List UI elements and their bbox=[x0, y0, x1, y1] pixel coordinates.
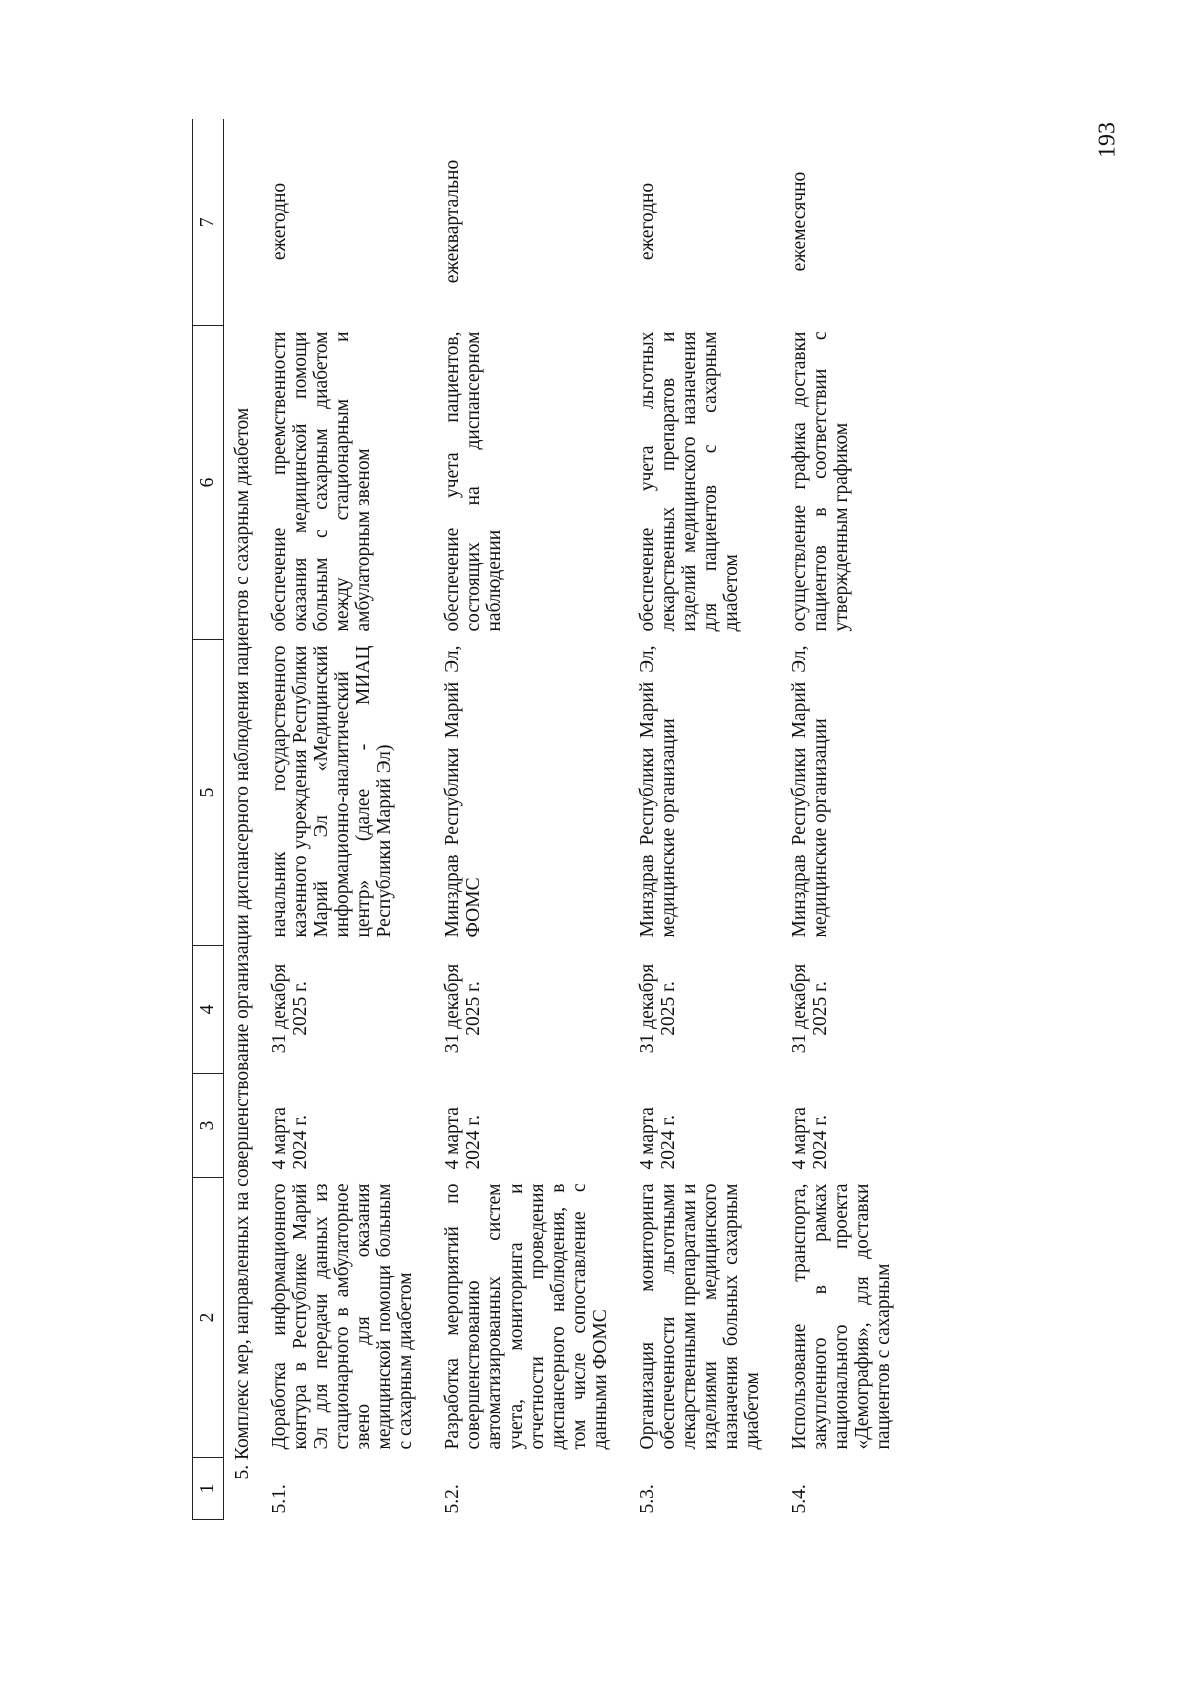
row-number: 5.2. bbox=[442, 1484, 464, 1514]
row-result: осуществление графика доставки пациентов в соответствии с утвержденным графиком bbox=[789, 331, 853, 632]
row-responsible: Минздрав Республики Марий Эл, медицинские организации bbox=[789, 645, 832, 938]
row-result: обеспечение преемственности оказания медицинской помощи больным с сахарным диабетом между стационарным и амбулаторным звеном bbox=[269, 331, 375, 632]
header-col-4: 4 bbox=[193, 946, 224, 1074]
row-start-date: 4 марта 2024 г. bbox=[789, 1107, 832, 1170]
row-number: 5.3. bbox=[636, 1484, 658, 1514]
row-start-date: 4 марта 2024 г. bbox=[442, 1107, 485, 1170]
row-start-date: 4 марта 2024 г. bbox=[636, 1107, 679, 1170]
row-frequency: ежегодно bbox=[269, 182, 291, 261]
row-responsible: начальник государственного казенного учреждения Республики Марий Эл «Медицинский информационно-аналитический центр» (далее - МИАЦ Республики Марий Эл) bbox=[269, 645, 396, 938]
row-number: 5.4. bbox=[789, 1484, 811, 1514]
page-number: 193 bbox=[1094, 122, 1121, 158]
header-col-3: 3 bbox=[193, 1074, 224, 1178]
row-frequency: ежеквартально bbox=[442, 159, 464, 284]
row-result: обеспечение учета пациентов, состоящих на диспансерном наблюдении bbox=[442, 331, 506, 632]
header-col-7: 7 bbox=[193, 120, 224, 326]
table-row bbox=[777, 120, 908, 1520]
header-col-6: 6 bbox=[193, 326, 224, 640]
row-result: обеспечение учета льготных лекарственных препаратов и изделий медицинского назначения для пациентов с сахарным диабетом bbox=[636, 331, 742, 632]
header-col-5: 5 bbox=[193, 640, 224, 946]
row-activity: Использование транспорта, закупленного в рамках национального проекта «Демография», для доставки пациентов с сахарным bbox=[789, 1183, 895, 1450]
header-col-2: 2 bbox=[193, 1178, 224, 1458]
row-end-date: 31 декабря 2025 г. bbox=[636, 963, 679, 1054]
section-row bbox=[224, 120, 258, 1520]
row-end-date: 31 декабря 2025 г. bbox=[269, 963, 312, 1054]
rotated-table-sheet bbox=[192, 120, 1072, 1520]
row-activity: Доработка информационного контура в Республике Марий Эл для передачи данных из стационарного в амбулаторное звено для оказания медицинской помощи больным с сахарным диабетом bbox=[269, 1183, 417, 1450]
row-activity: Разработка мероприятий по совершенствованию автоматизированных систем учета, мониторинга и отчетности проведения диспансерного наблюдения, в том числе сопоставление с данными ФОМС bbox=[442, 1183, 611, 1450]
row-number: 5.1. bbox=[269, 1484, 291, 1514]
row-frequency: ежегодно bbox=[636, 182, 658, 261]
row-frequency: ежемесячно bbox=[789, 171, 811, 272]
row-end-date: 31 декабря 2025 г. bbox=[789, 963, 832, 1054]
row-responsible: Минздрав Республики Марий Эл, медицинские организации bbox=[636, 645, 679, 938]
row-activity: Организация мониторинга обеспеченности льготными лекарственными препаратами и изделиями медицинского назначения больных сахарным диабетом bbox=[636, 1183, 763, 1450]
header-row bbox=[193, 120, 224, 1520]
row-responsible: Минздрав Республики Марий Эл, ФОМС bbox=[442, 645, 485, 938]
measures-table bbox=[192, 120, 908, 1521]
table-row bbox=[257, 120, 430, 1520]
header-col-1: 1 bbox=[193, 1458, 224, 1520]
row-start-date: 4 марта 2024 г. bbox=[269, 1107, 312, 1170]
table-body bbox=[224, 120, 909, 1520]
row-end-date: 31 декабря 2025 г. bbox=[442, 963, 485, 1054]
table-row bbox=[430, 120, 624, 1520]
section-title: 5. Комплекс мер, направленных на совершенствование организации диспансерного наблюдения пациентов с сахарным диабетом bbox=[232, 407, 253, 1480]
table-header bbox=[193, 120, 224, 1520]
table-row bbox=[625, 120, 777, 1520]
